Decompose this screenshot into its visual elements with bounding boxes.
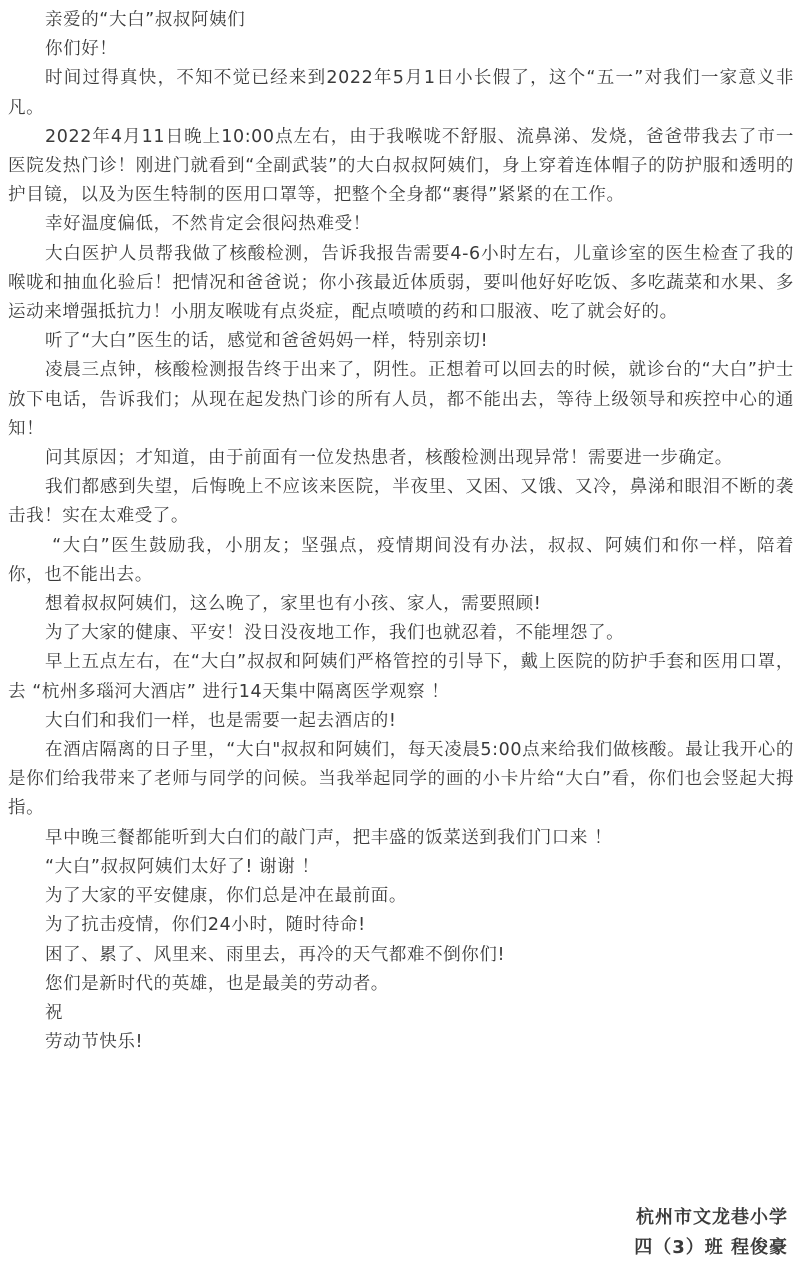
paragraph: 大白医护人员帮我做了核酸检测，告诉我报告需要4-6小时左右，儿童诊室的医生检查了我的喉咙和抽血化验后！把情况和爸爸说；你小孩最近体质弱，要叫他好好吃饭、多吃蔬菜和水果、多运动来增强抵抗力！小朋友喉咙有点炎症，配点喷喷的药和口服液、吃了就会好的。 [8, 243, 794, 323]
paragraph: 我们都感到失望，后悔晚上不应该来医院，半夜里、又困、又饿、又冷，鼻涕和眼泪不断的袭击我！实在太难受了。 [8, 477, 794, 527]
paragraph: 早中晚三餐都能听到大白们的敲门声，把丰盛的饭菜送到我们门口来 ！ [45, 827, 613, 848]
paragraph: 早上五点左右，在“大白”叔叔和阿姨们严格管控的引导下，戴上医院的防护手套和医用口罩，去 “杭州多瑙河大酒店” 进行14天集中隔离医学观察 ！ [8, 652, 794, 702]
paragraph: 困了、累了、风里来、雨里去，再冷的天气都难不倒你们! [45, 944, 506, 965]
paragraph: 凌晨三点钟，核酸检测报告终于出来了，阴性。正想着可以回去的时候，就诊台的“大白”护士放下电话，告诉我们；从现在起发热门诊的所有人员，都不能出去，等待上级领导和疾控中心的通知！ [8, 360, 794, 439]
closing-wish: 祝 [45, 1002, 64, 1023]
author-name: 四（3）班 程俊豪 [634, 1237, 788, 1258]
signature-block [634, 1203, 788, 1263]
paragraph: 幸好温度偏低，不然肯定会很闷热难受！ [45, 214, 371, 235]
school-name: 杭州市文龙巷小学 [636, 1207, 788, 1228]
closing-greeting: 劳动节快乐! [45, 1032, 144, 1053]
salutation: 亲爱的“大白”叔叔阿姨们 [45, 10, 246, 30]
paragraph: 问其原因；才知道，由于前面有一位发热患者，核酸检测出现异常！需要进一步确定。 [45, 448, 733, 469]
letter-body [8, 6, 794, 1057]
paragraph: 您们是新时代的英雄，也是最美的劳动者。 [45, 973, 389, 994]
paragraph: 你们好！ [45, 39, 118, 60]
paragraph: “大白”叔叔阿姨们太好了! 谢谢 ！ [45, 856, 320, 877]
paragraph: 时间过得真快，不知不觉已经来到2022年5月1日小长假了，这个“五一”对我们一家意义非凡。 [8, 68, 794, 118]
paragraph: 2022年4月11日晚上10:00点左右，由于我喉咙不舒服、流鼻涕、发烧，爸爸带我去了市一医院发热门诊！刚进门就看到“全副武装”的大白叔叔阿姨们，身上穿着连体帽子的防护服和透明的护目镜，以及为医生特制的医用口罩等，把整个全身都“裹得”紧紧的在工作。 [8, 126, 794, 206]
paragraph: 想着叔叔阿姨们，这么晚了，家里也有小孩、家人，需要照顾! [45, 594, 542, 615]
paragraph: 为了抗击疫情，你们24小时，随时待命! [45, 915, 366, 936]
paragraph: 大白们和我们一样，也是需要一起去酒店的! [45, 710, 397, 731]
paragraph: 为了大家的健康、平安！没日没夜地工作，我们也就忍着，不能埋怨了。 [45, 623, 625, 644]
paragraph: 在酒店隔离的日子里，“大白"叔叔和阿姨们，每天凌晨5:00点来给我们做核酸。最让我开心的是你们给我带来了老师与同学的问候。当我举起同学的画的小卡片给“大白”看，你们也会竖起大拇指。 [8, 740, 794, 819]
paragraph: 听了“大白”医生的话，感觉和爸爸妈妈一样，特别亲切! [45, 331, 489, 352]
paragraph: “大白”医生鼓励我，小朋友；坚强点，疫情期间没有办法，叔叔、阿姨们和你一样，陪着你，也不能出去。 [8, 535, 794, 585]
paragraph: 为了大家的平安健康，你们总是冲在最前面。 [45, 886, 407, 907]
